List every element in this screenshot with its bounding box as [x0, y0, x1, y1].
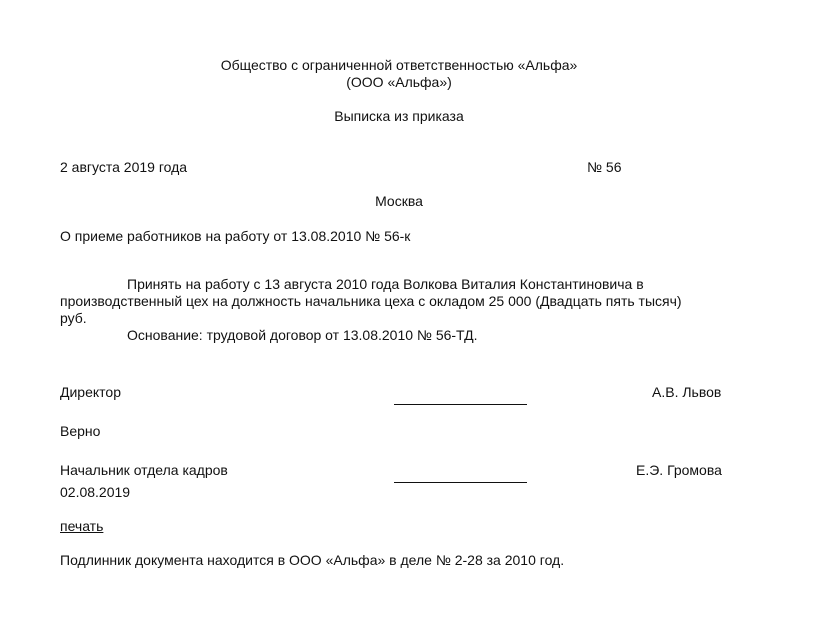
document-date: 2 августа 2019 года — [60, 159, 188, 175]
hr-sign-date: 02.08.2019 — [60, 484, 131, 500]
order-subject: О приеме работников на работу от 13.08.2010 № 56-к — [60, 228, 411, 244]
original-location-note: Подлинник документа находится в ООО «Альфа» в деле № 2-28 за 2010 год. — [60, 552, 565, 568]
order-basis: Основание: трудовой договор от 13.08.2010 № 56-ТД. — [127, 327, 478, 343]
order-body — [60, 276, 740, 344]
document-title: Выписка из приказа — [334, 108, 464, 124]
director-name: А.В. Львов — [652, 384, 722, 400]
verified-label: Верно — [60, 423, 101, 439]
organization-short-name: (ООО «Альфа») — [346, 74, 452, 90]
organization-name: Общество с ограниченной ответственностью «Альфа» — [220, 57, 578, 73]
director-title: Директор — [60, 384, 121, 400]
order-body-line-1: Принять на работу с 13 августа 2010 года Волкова Виталия Константиновича в — [127, 276, 644, 292]
print-link[interactable]: печать — [60, 518, 104, 534]
order-body-line-3: руб. — [60, 310, 87, 326]
hr-signature-line — [394, 482, 527, 483]
director-signature-line — [394, 404, 527, 405]
document-city: Москва — [375, 193, 423, 209]
order-body-line-2: производственный цех на должность начальника цеха с окладом 25 000 (Двадцать пять тысяч) — [60, 293, 682, 309]
hr-head-title: Начальник отдела кадров — [60, 462, 228, 478]
hr-head-name: Е.Э. Громова — [636, 462, 722, 478]
document-number: № 56 — [587, 159, 622, 175]
